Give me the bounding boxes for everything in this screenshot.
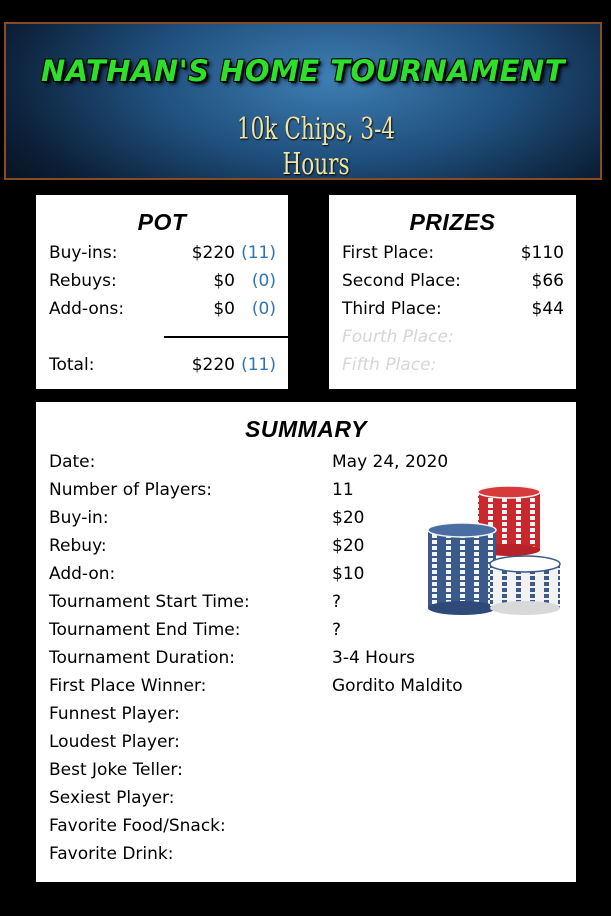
pot-label: Add-ons:: [49, 299, 125, 319]
prize-label: Third Place:: [342, 299, 442, 319]
pot-count: (0): [251, 299, 276, 319]
prize-amount: $66: [531, 271, 564, 291]
prize-row-first: [329, 243, 576, 265]
summary-label: Funnest Player:: [49, 704, 180, 724]
summary-label: Tournament Duration:: [49, 648, 235, 668]
summary-label: Favorite Food/Snack:: [49, 816, 226, 836]
prize-row-third: [329, 299, 576, 321]
pot-total-count: (11): [241, 355, 276, 375]
prizes-panel: [329, 195, 576, 389]
summary-label: Tournament Start Time:: [49, 592, 250, 612]
pot-amount: $220: [191, 243, 235, 263]
summary-value: May 24, 2020: [332, 452, 449, 472]
prize-label: Fourth Place:: [342, 327, 454, 347]
pot-row-addons: [36, 299, 288, 321]
pot-total-amount: $220: [191, 355, 235, 375]
poker-chips-icon: [428, 486, 580, 618]
summary-label: Sexiest Player:: [49, 788, 175, 808]
summary-label: Buy-in:: [49, 508, 109, 528]
summary-label: Add-on:: [49, 564, 116, 584]
pot-count: (11): [241, 243, 276, 263]
pot-total-label: Total:: [49, 355, 95, 375]
prize-label: Fifth Place:: [342, 355, 437, 375]
tournament-title: NATHAN'S HOME TOURNAMENT: [40, 54, 565, 88]
summary-label: Tournament End Time:: [49, 620, 241, 640]
summary-label: First Place Winner:: [49, 676, 207, 696]
pot-count: (0): [251, 271, 276, 291]
pot-row-rebuys: [36, 271, 288, 293]
summary-value: $20: [332, 536, 365, 556]
summary-label: Date:: [49, 452, 96, 472]
prize-label: First Place:: [342, 243, 435, 263]
pot-total-divider: [164, 336, 288, 338]
pot-row-total: [36, 355, 288, 377]
prize-row-second: [329, 271, 576, 293]
prizes-title: PRIZES: [409, 209, 496, 235]
summary-panel: [36, 402, 576, 882]
summary-value: $20: [332, 508, 365, 528]
prize-row-fifth: [329, 355, 576, 377]
prize-amount: $110: [520, 243, 564, 263]
summary-value: 11: [332, 480, 354, 500]
summary-label: Favorite Drink:: [49, 844, 174, 864]
summary-label: Rebuy:: [49, 536, 107, 556]
summary-value: $10: [332, 564, 365, 584]
tournament-banner: [4, 22, 602, 180]
pot-amount: $0: [213, 299, 235, 319]
pot-panel: [36, 195, 288, 389]
pot-label: Buy-ins:: [49, 243, 118, 263]
pot-amount: $0: [213, 271, 235, 291]
tournament-subtitle: 10k Chips, 3-4 Hours: [236, 112, 396, 182]
summary-label: Loudest Player:: [49, 732, 180, 752]
prize-label: Second Place:: [342, 271, 461, 291]
summary-label: Number of Players:: [49, 480, 212, 500]
pot-title: POT: [137, 209, 187, 235]
summary-value: ?: [332, 620, 342, 640]
summary-value: Gordito Maldito: [332, 676, 463, 696]
prize-amount: $44: [531, 299, 564, 319]
prize-row-fourth: [329, 327, 576, 349]
pot-label: Rebuys:: [49, 271, 117, 291]
pot-row-buyins: [36, 243, 288, 265]
summary-label: Best Joke Teller:: [49, 760, 183, 780]
summary-value: 3-4 Hours: [332, 648, 415, 668]
summary-value: ?: [332, 592, 342, 612]
summary-title: SUMMARY: [245, 416, 367, 442]
